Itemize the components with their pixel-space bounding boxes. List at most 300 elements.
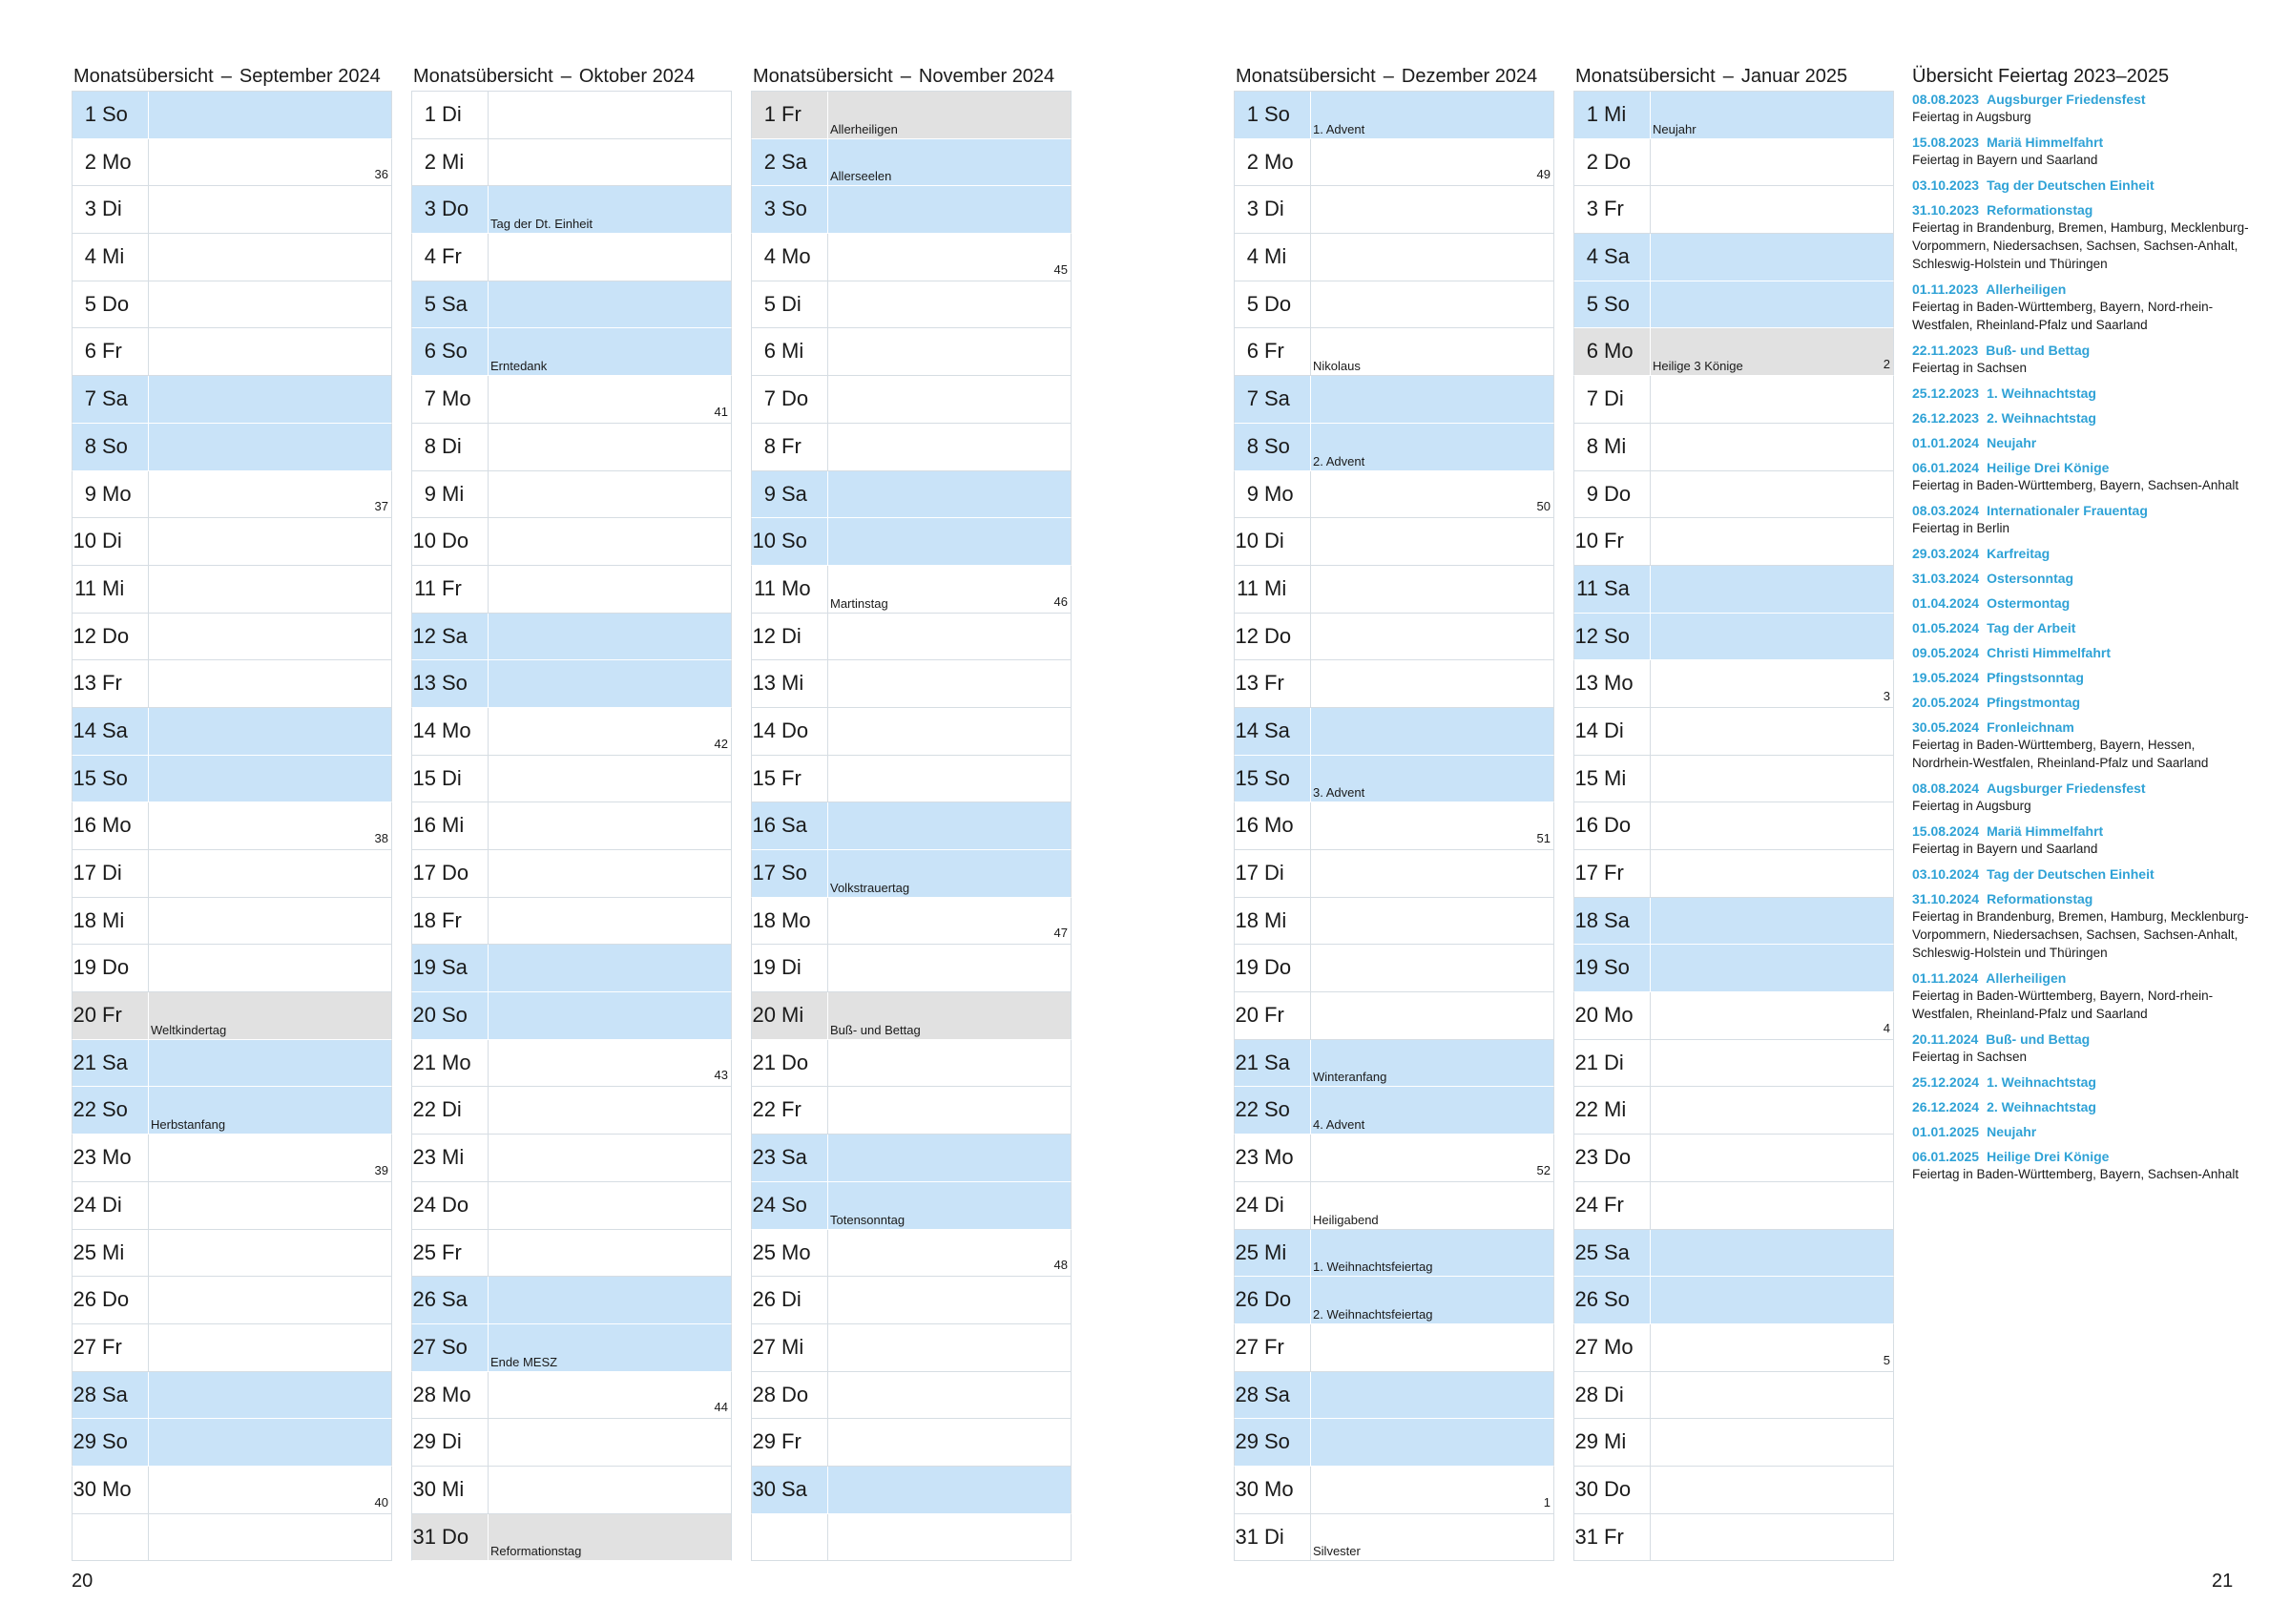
- day-note: Winteranfang: [1313, 1070, 1387, 1085]
- day-row[interactable]: [1234, 186, 1554, 234]
- day-row[interactable]: [411, 1135, 732, 1182]
- day-row[interactable]: [72, 518, 392, 566]
- day-row[interactable]: [751, 566, 1072, 614]
- weekday: Mo: [781, 244, 811, 269]
- day-number: 21: [73, 1050, 96, 1074]
- day-row[interactable]: [411, 850, 732, 898]
- day-row[interactable]: [411, 234, 732, 281]
- day-row[interactable]: [72, 1372, 392, 1420]
- weekday: Mi: [1604, 1429, 1627, 1454]
- day-cell: [412, 518, 489, 565]
- day-note: Allerseelen: [830, 169, 892, 184]
- day-row[interactable]: [1573, 518, 1894, 566]
- day-row[interactable]: [1234, 1324, 1554, 1372]
- day-row[interactable]: [411, 1182, 732, 1230]
- day-number: 27: [412, 1334, 436, 1359]
- day-row[interactable]: [411, 328, 732, 376]
- day-row[interactable]: [1234, 708, 1554, 756]
- day-row[interactable]: [1573, 1419, 1894, 1467]
- day-row[interactable]: [411, 566, 732, 614]
- day-row[interactable]: [1234, 756, 1554, 803]
- week-number: 51: [1536, 831, 1551, 845]
- day-row[interactable]: [72, 471, 392, 519]
- day-row[interactable]: [72, 92, 392, 139]
- day-cell: [1574, 139, 1651, 186]
- day-row[interactable]: [411, 945, 732, 992]
- weekday: Fr: [1604, 861, 1624, 885]
- holiday-date: 06.01.2024: [1912, 460, 1980, 475]
- day-row[interactable]: [72, 945, 392, 992]
- day-cell: [752, 234, 828, 281]
- holiday-item: [1912, 545, 2256, 562]
- holiday-item: [1912, 1098, 2256, 1115]
- page-number-right: 21: [2212, 1571, 2234, 1592]
- day-row[interactable]: [1573, 376, 1894, 424]
- day-row[interactable]: [751, 424, 1072, 471]
- holiday-date: 20.11.2024: [1912, 1031, 1979, 1047]
- day-cell: [1235, 1040, 1311, 1087]
- day-number: 23: [1574, 1145, 1598, 1170]
- day-row[interactable]: [1573, 234, 1894, 281]
- day-cell: [752, 92, 828, 138]
- day-row[interactable]: [72, 1087, 392, 1135]
- weekday: Mi: [1604, 102, 1627, 126]
- day-number: 29: [73, 1429, 96, 1454]
- day-row[interactable]: [1234, 566, 1554, 614]
- weekday: Di: [442, 1097, 462, 1122]
- day-row[interactable]: [751, 1467, 1072, 1514]
- day-row[interactable]: [751, 1372, 1072, 1420]
- day-row[interactable]: [1573, 1514, 1894, 1562]
- holiday-name: Augsburger Friedensfest: [1987, 781, 2146, 796]
- day-note: Erntedank: [490, 359, 548, 374]
- day-number: 12: [752, 623, 776, 648]
- day-note: Weltkindertag: [151, 1022, 227, 1037]
- day-row[interactable]: [72, 139, 392, 187]
- weekday: Mo: [1264, 1476, 1294, 1501]
- holiday-name: Buß- und Bettag: [1986, 1031, 2091, 1047]
- day-row[interactable]: [1573, 1324, 1894, 1372]
- day-row[interactable]: [1573, 660, 1894, 708]
- day-number: 11: [1576, 575, 1598, 600]
- day-row[interactable]: [411, 1324, 732, 1372]
- holiday-item: [1912, 201, 2256, 273]
- day-row[interactable]: [751, 1419, 1072, 1467]
- day-row[interactable]: [72, 802, 392, 850]
- day-cell: [412, 1419, 489, 1466]
- day-row[interactable]: [1234, 281, 1554, 329]
- day-row[interactable]: [751, 1277, 1072, 1324]
- day-row[interactable]: [1234, 1277, 1554, 1324]
- day-number: 31: [412, 1524, 436, 1549]
- day-row[interactable]: [751, 756, 1072, 803]
- weekday: Mo: [1264, 149, 1294, 174]
- day-cell: [73, 660, 149, 707]
- day-row[interactable]: [1573, 139, 1894, 187]
- day-row[interactable]: [1573, 945, 1894, 992]
- day-number: 3: [424, 197, 436, 221]
- day-row[interactable]: [1573, 1135, 1894, 1182]
- day-row[interactable]: [72, 660, 392, 708]
- weekday: Mi: [1604, 765, 1627, 790]
- day-note: Neujahr: [1653, 121, 1697, 136]
- day-number: 11: [74, 575, 96, 600]
- day-row[interactable]: [72, 756, 392, 803]
- day-row[interactable]: [411, 1040, 732, 1088]
- day-row[interactable]: [1573, 898, 1894, 946]
- holiday-title: [1912, 201, 2256, 219]
- day-row[interactable]: [411, 139, 732, 187]
- weekday: Do: [442, 529, 469, 553]
- day-table: [72, 91, 392, 1561]
- day-row[interactable]: [751, 186, 1072, 234]
- day-number: 16: [1574, 813, 1598, 838]
- day-number: 31: [1574, 1524, 1598, 1549]
- weekday: Sa: [442, 955, 468, 980]
- holiday-item: [1912, 459, 2256, 494]
- day-row[interactable]: [751, 234, 1072, 281]
- month-header-name: September 2024: [239, 66, 381, 87]
- day-row[interactable]: [751, 281, 1072, 329]
- day-row[interactable]: [1573, 328, 1894, 376]
- day-row[interactable]: [1573, 1467, 1894, 1514]
- weekday: Di: [102, 529, 122, 553]
- day-row[interactable]: [411, 471, 732, 519]
- day-row[interactable]: [72, 1135, 392, 1182]
- day-row[interactable]: [1234, 139, 1554, 187]
- day-row[interactable]: [72, 1040, 392, 1088]
- weekday: So: [442, 671, 468, 696]
- day-row[interactable]: [751, 660, 1072, 708]
- week-number: 44: [714, 1400, 728, 1415]
- holiday-item: [1912, 409, 2256, 427]
- day-row[interactable]: [72, 850, 392, 898]
- weekday: Mo: [442, 1382, 471, 1406]
- day-cell: [1574, 518, 1651, 565]
- day-number: 7: [1246, 386, 1259, 411]
- day-row[interactable]: [1234, 850, 1554, 898]
- day-row[interactable]: [1573, 802, 1894, 850]
- weekday: Mi: [442, 1145, 465, 1170]
- day-row[interactable]: [751, 1182, 1072, 1230]
- day-row[interactable]: [1234, 376, 1554, 424]
- day-cell: [412, 1514, 489, 1561]
- day-row[interactable]: [72, 708, 392, 756]
- day-row[interactable]: [751, 139, 1072, 187]
- holiday-title: [1912, 780, 2256, 797]
- month-header-name: November 2024: [918, 66, 1055, 87]
- weekday: Di: [1264, 1524, 1284, 1549]
- day-row[interactable]: [1234, 518, 1554, 566]
- day-cell: [752, 424, 828, 470]
- day-row[interactable]: [1234, 92, 1554, 139]
- day-row[interactable]: [1573, 1277, 1894, 1324]
- day-row[interactable]: [751, 945, 1072, 992]
- day-row[interactable]: [751, 376, 1072, 424]
- day-row[interactable]: [411, 1087, 732, 1135]
- day-row[interactable]: [751, 1514, 1072, 1562]
- day-row[interactable]: [751, 1087, 1072, 1135]
- day-row[interactable]: [1234, 1419, 1554, 1467]
- day-cell: [752, 1372, 828, 1419]
- day-cell: [1235, 1324, 1311, 1371]
- weekday: Sa: [1604, 244, 1630, 269]
- day-cell: [412, 424, 489, 470]
- day-number: 8: [84, 433, 96, 458]
- day-cell: [1574, 1277, 1651, 1323]
- holiday-overview: [1912, 62, 2256, 1191]
- day-row[interactable]: [72, 376, 392, 424]
- weekday: Do: [102, 623, 130, 648]
- day-row[interactable]: [72, 1514, 392, 1562]
- day-cell: [1574, 1419, 1651, 1466]
- day-number: 28: [1235, 1382, 1259, 1406]
- day-row[interactable]: [1234, 992, 1554, 1040]
- weekday: Fr: [1604, 1192, 1624, 1217]
- day-number: 9: [424, 481, 436, 506]
- day-row[interactable]: [72, 1467, 392, 1514]
- weekday: Sa: [781, 1476, 807, 1501]
- weekday: Do: [1604, 1476, 1632, 1501]
- day-number: 30: [73, 1476, 96, 1501]
- week-number: 38: [374, 831, 388, 845]
- day-row[interactable]: [411, 802, 732, 850]
- day-number: 5: [1246, 291, 1259, 316]
- day-number: 19: [73, 955, 96, 980]
- holiday-item: [1912, 718, 2256, 772]
- day-row[interactable]: [72, 1324, 392, 1372]
- day-row[interactable]: [751, 802, 1072, 850]
- day-number: 1: [1586, 102, 1598, 126]
- day-cell: [73, 1419, 149, 1466]
- day-row[interactable]: [1234, 1135, 1554, 1182]
- day-row[interactable]: [1234, 1182, 1554, 1230]
- day-row[interactable]: [1573, 186, 1894, 234]
- weekday: Fr: [442, 1239, 462, 1264]
- weekday: Sa: [781, 1145, 807, 1170]
- day-row[interactable]: [411, 186, 732, 234]
- day-cell: [73, 1372, 149, 1419]
- day-cell: [1235, 1087, 1311, 1134]
- holiday-name: Tag der Deutschen Einheit: [1987, 866, 2155, 882]
- day-number: 25: [752, 1239, 776, 1264]
- day-row[interactable]: [751, 1040, 1072, 1088]
- day-row[interactable]: [1573, 1087, 1894, 1135]
- day-row[interactable]: [1234, 1040, 1554, 1088]
- day-row[interactable]: [751, 471, 1072, 519]
- day-row[interactable]: [411, 614, 732, 661]
- day-row[interactable]: [411, 898, 732, 946]
- day-row[interactable]: [1573, 471, 1894, 519]
- day-row[interactable]: [751, 614, 1072, 661]
- day-row[interactable]: [751, 1324, 1072, 1372]
- day-row[interactable]: [1573, 756, 1894, 803]
- day-row[interactable]: [411, 281, 732, 329]
- day-cell: [73, 992, 149, 1039]
- day-row[interactable]: [1234, 945, 1554, 992]
- day-row[interactable]: [72, 328, 392, 376]
- day-number: 2: [1586, 149, 1598, 174]
- day-number: 18: [1235, 907, 1259, 932]
- weekday: Do: [1264, 955, 1292, 980]
- weekday: Fr: [781, 1097, 802, 1122]
- day-number: 3: [84, 197, 96, 221]
- day-row[interactable]: [1573, 850, 1894, 898]
- day-row[interactable]: [1234, 328, 1554, 376]
- day-row[interactable]: [72, 898, 392, 946]
- holiday-item: [1912, 1123, 2256, 1140]
- holiday-item: [1912, 177, 2256, 194]
- day-row[interactable]: [1234, 1230, 1554, 1278]
- day-cell: [752, 945, 828, 991]
- holiday-date: 26.12.2024: [1912, 1099, 1980, 1114]
- day-cell: [412, 92, 489, 138]
- day-row[interactable]: [1234, 424, 1554, 471]
- day-row[interactable]: [1234, 471, 1554, 519]
- day-cell: [73, 756, 149, 802]
- day-row[interactable]: [1573, 566, 1894, 614]
- day-cell: [752, 1087, 828, 1134]
- day-cell: [1574, 328, 1651, 375]
- day-row[interactable]: [1573, 992, 1894, 1040]
- day-row[interactable]: [751, 1230, 1072, 1278]
- weekday: Mo: [1604, 671, 1634, 696]
- holiday-name: Neujahr: [1987, 435, 2037, 450]
- day-row[interactable]: [411, 1372, 732, 1420]
- month-header-name: Oktober 2024: [578, 66, 696, 87]
- day-row[interactable]: [411, 660, 732, 708]
- day-row[interactable]: [411, 1277, 732, 1324]
- day-row[interactable]: [751, 850, 1072, 898]
- day-row[interactable]: [1573, 708, 1894, 756]
- holiday-item: [1912, 91, 2256, 126]
- weekday: Sa: [102, 718, 128, 742]
- day-row[interactable]: [1234, 234, 1554, 281]
- day-row[interactable]: [411, 92, 732, 139]
- weekday: Di: [442, 102, 462, 126]
- day-row[interactable]: [1573, 1040, 1894, 1088]
- day-row[interactable]: [411, 518, 732, 566]
- holiday-title: [1912, 718, 2256, 736]
- day-row[interactable]: [72, 992, 392, 1040]
- day-cell: [1235, 850, 1311, 897]
- day-row[interactable]: [72, 1182, 392, 1230]
- day-cell: [73, 1467, 149, 1513]
- day-row[interactable]: [1573, 1230, 1894, 1278]
- holiday-date: 01.01.2025: [1912, 1124, 1980, 1139]
- weekday: Fr: [102, 671, 122, 696]
- day-row[interactable]: [1573, 281, 1894, 329]
- day-cell: [73, 945, 149, 991]
- day-number: 24: [412, 1192, 436, 1217]
- week-number: 52: [1536, 1162, 1551, 1177]
- weekday: Mo: [1264, 813, 1294, 838]
- day-row[interactable]: [1234, 1372, 1554, 1420]
- holiday-list: [1912, 91, 2256, 1183]
- day-row[interactable]: [1573, 92, 1894, 139]
- day-row[interactable]: [72, 614, 392, 661]
- day-cell: [1574, 234, 1651, 281]
- day-note: Silvester: [1313, 1544, 1361, 1559]
- day-row[interactable]: [751, 92, 1072, 139]
- day-row[interactable]: [1573, 614, 1894, 661]
- day-row[interactable]: [411, 424, 732, 471]
- day-row[interactable]: [72, 234, 392, 281]
- day-number: 18: [1574, 907, 1598, 932]
- holiday-date: 29.03.2024: [1912, 546, 1980, 561]
- day-row[interactable]: [751, 992, 1072, 1040]
- day-row[interactable]: [751, 518, 1072, 566]
- day-cell: [1574, 376, 1651, 423]
- holiday-title: [1912, 342, 2256, 359]
- day-number: 16: [1235, 813, 1259, 838]
- day-row[interactable]: [72, 424, 392, 471]
- day-row[interactable]: [411, 1230, 732, 1278]
- day-row[interactable]: [72, 1230, 392, 1278]
- day-row[interactable]: [411, 376, 732, 424]
- day-number: 25: [412, 1239, 436, 1264]
- day-number: 12: [73, 623, 96, 648]
- day-row[interactable]: [1573, 1372, 1894, 1420]
- holiday-name: Ostermontag: [1987, 595, 2071, 611]
- day-number: 21: [752, 1050, 776, 1074]
- day-row[interactable]: [411, 1514, 732, 1562]
- day-row[interactable]: [1234, 1467, 1554, 1514]
- weekday: So: [1604, 623, 1630, 648]
- day-row[interactable]: [72, 566, 392, 614]
- weekday: Do: [1604, 481, 1632, 506]
- month-column-october: [411, 62, 732, 1561]
- day-row[interactable]: [411, 1467, 732, 1514]
- day-row[interactable]: [1573, 1182, 1894, 1230]
- day-row[interactable]: [1573, 424, 1894, 471]
- day-row[interactable]: [72, 1419, 392, 1467]
- day-row[interactable]: [751, 898, 1072, 946]
- day-row[interactable]: [411, 992, 732, 1040]
- weekday: So: [781, 861, 807, 885]
- day-row[interactable]: [1234, 802, 1554, 850]
- holiday-title: [1912, 594, 2256, 612]
- day-row[interactable]: [1234, 898, 1554, 946]
- day-row[interactable]: [1234, 614, 1554, 661]
- day-row[interactable]: [751, 708, 1072, 756]
- day-number: 5: [84, 291, 96, 316]
- weekday: So: [442, 339, 468, 364]
- holiday-date: 01.11.2024: [1912, 970, 1979, 986]
- day-row[interactable]: [1234, 660, 1554, 708]
- day-number: 8: [1586, 433, 1598, 458]
- day-number: 25: [73, 1239, 96, 1264]
- day-row[interactable]: [72, 186, 392, 234]
- holiday-item: [1912, 865, 2256, 883]
- day-row[interactable]: [411, 708, 732, 756]
- day-row[interactable]: [411, 756, 732, 803]
- week-number: 49: [1536, 167, 1551, 182]
- day-row[interactable]: [751, 328, 1072, 376]
- day-row[interactable]: [72, 281, 392, 329]
- weekday: So: [1264, 1097, 1290, 1122]
- day-row[interactable]: [751, 1135, 1072, 1182]
- day-row[interactable]: [1234, 1514, 1554, 1562]
- day-cell: [1235, 1419, 1311, 1466]
- day-row[interactable]: [72, 1277, 392, 1324]
- month-header: [1573, 62, 1894, 91]
- day-row[interactable]: [411, 1419, 732, 1467]
- weekday: So: [102, 1429, 128, 1454]
- holiday-item: [1912, 644, 2256, 661]
- day-row[interactable]: [1234, 1087, 1554, 1135]
- holiday-title: [1912, 134, 2256, 151]
